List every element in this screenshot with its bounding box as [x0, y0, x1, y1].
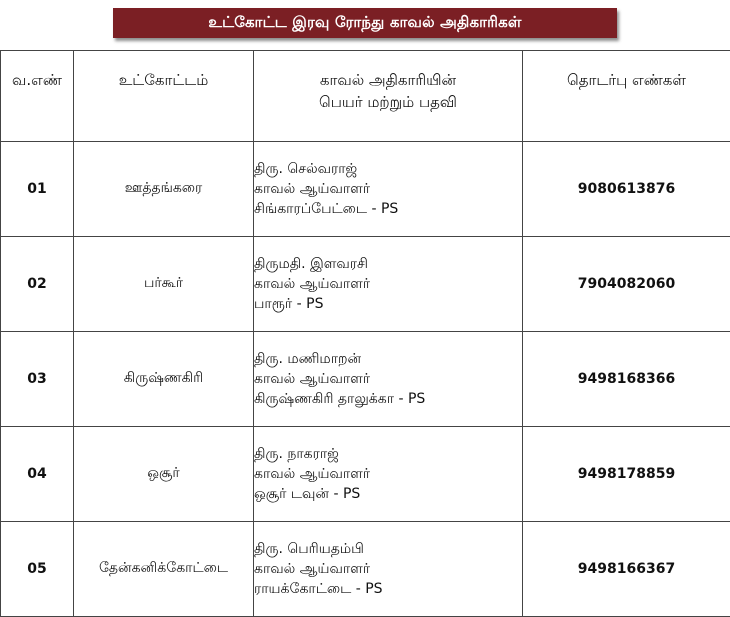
- officer-station: கிருஷ்ணகிரி தாலுக்கா - PS: [254, 389, 522, 409]
- row-phone: 9080613876: [523, 142, 730, 237]
- officer-station: பாரூர் - PS: [254, 294, 522, 314]
- header-subdivision: உட்கோட்டம்: [74, 51, 254, 142]
- table-row: [1, 427, 730, 522]
- officer-designation: காவல் ஆய்வாளர்: [254, 559, 522, 579]
- row-phone: 9498178859: [523, 427, 730, 522]
- officer-designation: காவல் ஆய்வாளர்: [254, 179, 522, 199]
- officer-name: திரு. மணிமாறன்: [254, 349, 522, 369]
- table-row: [1, 522, 730, 617]
- row-officer: [254, 237, 523, 332]
- row-phone: 7904082060: [523, 237, 730, 332]
- officer-station: ஒசூர் டவுன் - PS: [254, 484, 522, 504]
- row-officer: [254, 142, 523, 237]
- page-title: உட்கோட்ட இரவு ரோந்து காவல் அதிகாரிகள்: [113, 8, 617, 38]
- row-sno: 03: [1, 332, 74, 427]
- row-sno: 05: [1, 522, 74, 617]
- header-officer: [254, 51, 523, 142]
- row-officer: [254, 427, 523, 522]
- header-officer-line1: காவல் அதிகாரியின்: [254, 69, 522, 91]
- officer-name: திருமதி. இளவரசி: [254, 254, 522, 274]
- header-row: [1, 51, 730, 142]
- officer-name: திரு. செல்வராஜ்: [254, 159, 522, 179]
- row-sno: 02: [1, 237, 74, 332]
- officers-table: [0, 50, 730, 617]
- row-subdivision: தேன்கனிக்கோட்டை: [74, 522, 254, 617]
- table-row: [1, 142, 730, 237]
- officer-name: திரு. பெரியதம்பி: [254, 539, 522, 559]
- row-sno: 01: [1, 142, 74, 237]
- row-officer: [254, 332, 523, 427]
- row-phone: 9498168366: [523, 332, 730, 427]
- row-subdivision: கிருஷ்ணகிரி: [74, 332, 254, 427]
- officer-station: ராயக்கோட்டை - PS: [254, 579, 522, 599]
- header-sno: வ.எண்: [1, 51, 74, 142]
- row-officer: [254, 522, 523, 617]
- row-subdivision: பர்கூர்: [74, 237, 254, 332]
- row-subdivision: ஒசூர்: [74, 427, 254, 522]
- table-row: [1, 332, 730, 427]
- header-officer-line2: பெயர் மற்றும் பதவி: [254, 91, 522, 113]
- officer-station: சிங்காரப்பேட்டை - PS: [254, 199, 522, 219]
- row-sno: 04: [1, 427, 74, 522]
- officer-designation: காவல் ஆய்வாளர்: [254, 274, 522, 294]
- officer-name: திரு. நாகராஜ்: [254, 444, 522, 464]
- row-phone: 9498166367: [523, 522, 730, 617]
- officer-designation: காவல் ஆய்வாளர்: [254, 464, 522, 484]
- row-subdivision: ஊத்தங்கரை: [74, 142, 254, 237]
- officer-designation: காவல் ஆய்வாளர்: [254, 369, 522, 389]
- header-contact: தொடர்பு எண்கள்: [523, 51, 730, 142]
- table-row: [1, 237, 730, 332]
